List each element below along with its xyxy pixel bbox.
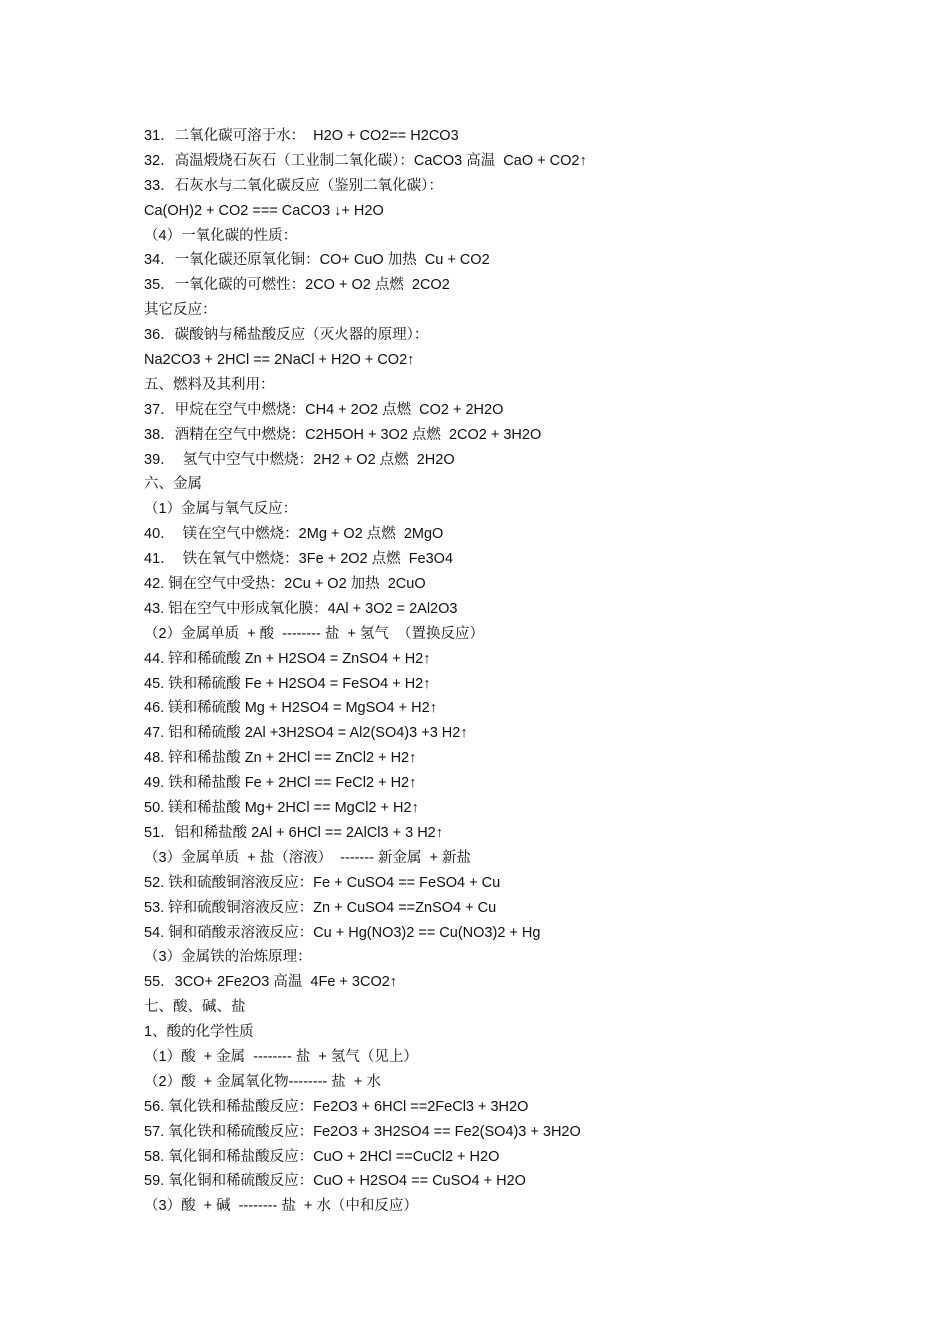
section-heading: 1、酸的化学性质 [144, 1024, 254, 1041]
text-line: 56. 氧化铁和稀盐酸反应：Fe2O3 + 6HCl ==2FeCl3 + 3H2O [144, 1098, 529, 1115]
text-line: 53. 锌和硫酸铜溶液反应：Zn + CuSO4 ==ZnSO4 + Cu [144, 899, 497, 916]
text-line: 32．高温煅烧石灰石（工业制二氧化碳）：CaCO3 高温 CaO + CO2↑ [144, 152, 587, 169]
text-line: 35．一氧化碳的可燃性：2CO + O2 点燃 2CO2 [144, 277, 450, 294]
section-heading: （2）金属单质 + 酸 -------- 盐 + 氢气 （置换反应） [144, 625, 484, 642]
text-line: 48. 锌和稀盐酸 Zn + 2HCl == ZnCl2 + H2↑ [144, 750, 417, 767]
text-line: 42. 铜在空气中受热：2Cu + O2 加热 2CuO [144, 576, 426, 593]
section-heading: 七、酸、碱、盐 [144, 999, 246, 1016]
section-heading: （3）金属单质 + 盐（溶液） ------- 新金属 + 新盐 [144, 849, 472, 866]
text-line: 49. 铁和稀盐酸 Fe + 2HCl == FeCl2 + H2↑ [144, 775, 417, 792]
text-line: 36．碳酸钠与稀盐酸反应（灭火器的原理）： [144, 327, 429, 344]
text-line: 57. 氧化铁和稀硫酸反应：Fe2O3 + 3H2SO4 == Fe2(SO4)3 + 3H2O [144, 1123, 581, 1140]
text-line: 50. 镁和稀盐酸 Mg+ 2HCl == MgCl2 + H2↑ [144, 800, 419, 817]
section-heading: （4）一氧化碳的性质： [144, 227, 298, 244]
text-line: 31．二氧化碳可溶于水： H2O + CO2== H2CO3 [144, 128, 459, 144]
document-body [144, 124, 844, 1219]
text-line: Ca(OH)2 + CO2 === CaCO3 ↓+ H2O [144, 202, 384, 219]
section-heading: （1）金属与氧气反应： [144, 501, 298, 518]
text-line: Na2CO3 + 2HCl == 2NaCl + H2O + CO2↑ [144, 352, 415, 369]
text-line: 38．酒精在空气中燃烧：C2H5OH + 3O2 点燃 2CO2 + 3H2O [144, 426, 542, 443]
text-line: 45. 铁和稀硫酸 Fe + H2SO4 = FeSO4 + H2↑ [144, 675, 431, 692]
section-heading: 六、金属 [144, 476, 202, 493]
text-line: 34．一氧化碳还原氧化铜：CO+ CuO 加热 Cu + CO2 [144, 252, 490, 269]
text-line: 47. 铝和稀硫酸 2Al +3H2SO4 = Al2(SO4)3 +3 H2↑ [144, 725, 468, 742]
text-line: 51．铝和稀盐酸 2Al + 6HCl == 2AlCl3 + 3 H2↑ [144, 824, 443, 841]
text-line: 55．3CO+ 2Fe2O3 高温 4Fe + 3CO2↑ [144, 974, 398, 991]
text-line: 59. 氧化铜和稀硫酸反应：CuO + H2SO4 == CuSO4 + H2O [144, 1173, 526, 1190]
text-line: （2）酸 + 金属氧化物-------- 盐 + 水 [144, 1073, 381, 1090]
section-heading: 其它反应： [144, 302, 217, 319]
text-line: 43. 铝在空气中形成氧化膜：4Al + 3O2 = 2Al2O3 [144, 600, 458, 617]
text-line: 39． 氢气中空气中燃烧：2H2 + O2 点燃 2H2O [144, 451, 455, 468]
section-heading: （3）酸 + 碱 -------- 盐 + 水（中和反应） [144, 1198, 418, 1215]
text-line: 37．甲烷在空气中燃烧：CH4 + 2O2 点燃 CO2 + 2H2O [144, 401, 504, 418]
text-line: 33．石灰水与二氧化碳反应（鉴别二氧化碳）： [144, 177, 443, 194]
text-line: 44. 锌和稀硫酸 Zn + H2SO4 = ZnSO4 + H2↑ [144, 650, 431, 667]
text-line: 54. 铜和硝酸汞溶液反应：Cu + Hg(NO3)2 == Cu(NO3)2 + Hg [144, 924, 541, 941]
text-line: （1）酸 + 金属 -------- 盐 + 氢气（见上） [144, 1048, 418, 1065]
text-line: 41． 铁在氧气中燃烧：3Fe + 2O2 点燃 Fe3O4 [144, 551, 454, 568]
section-heading: 五、燃料及其利用： [144, 376, 275, 393]
text-line: 58. 氧化铜和稀盐酸反应：CuO + 2HCl ==CuCl2 + H2O [144, 1148, 500, 1165]
text-line: 40． 镁在空气中燃烧：2Mg + O2 点燃 2MgO [144, 526, 444, 543]
text-line: 46. 镁和稀硫酸 Mg + H2SO4 = MgSO4 + H2↑ [144, 700, 437, 717]
section-heading: （3）金属铁的治炼原理： [144, 949, 312, 966]
text-line: 52. 铁和硫酸铜溶液反应：Fe + CuSO4 == FeSO4 + Cu [144, 874, 501, 891]
